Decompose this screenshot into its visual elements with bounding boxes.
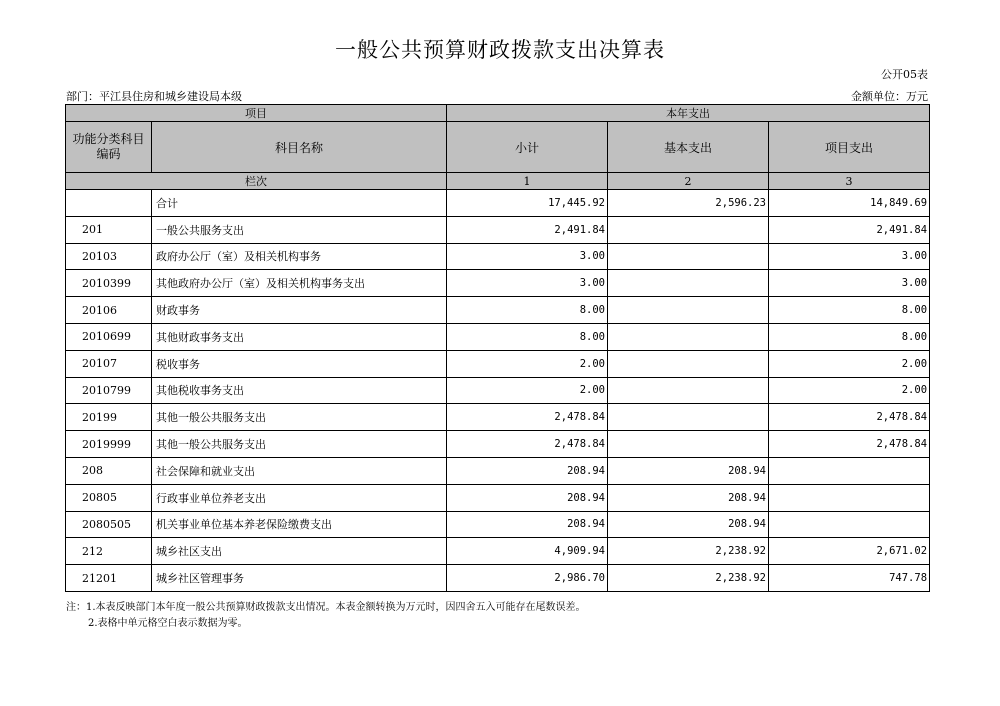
row-basic [608,216,769,243]
row-code [66,190,152,217]
row-subtotal: 208.94 [447,457,608,484]
row-basic [608,297,769,324]
row-basic: 208.94 [608,484,769,511]
row-subtotal: 3.00 [447,270,608,297]
department-label: 部门：平江县住房和城乡建设局本级 [66,90,242,103]
table-row [66,511,930,538]
table-row [66,350,930,377]
row-project [769,484,930,511]
row-name: 一般公共服务支出 [152,216,447,243]
row-subtotal: 8.00 [447,323,608,350]
row-subtotal: 2.00 [447,350,608,377]
row-code: 20106 [66,297,152,324]
row-basic [608,350,769,377]
row-basic: 208.94 [608,511,769,538]
row-basic: 2,596.23 [608,190,769,217]
row-subtotal: 17,445.92 [447,190,608,217]
table-row [66,243,930,270]
row-subtotal: 8.00 [447,297,608,324]
row-project: 2,671.02 [769,538,930,565]
row-basic [608,431,769,458]
row-subtotal: 208.94 [447,511,608,538]
row-project: 2.00 [769,377,930,404]
row-project: 3.00 [769,243,930,270]
row-name: 城乡社区管理事务 [152,565,447,592]
row-code: 212 [66,538,152,565]
row-code: 21201 [66,565,152,592]
row-basic [608,243,769,270]
row-subtotal: 2,491.84 [447,216,608,243]
header-annual-expense: 本年支出 [447,105,930,122]
row-project: 14,849.69 [769,190,930,217]
row-basic [608,270,769,297]
table-row [66,538,930,565]
row-project [769,457,930,484]
row-subtotal: 2,478.84 [447,431,608,458]
row-name: 其他税收事务支出 [152,377,447,404]
table-row [66,404,930,431]
row-code: 20199 [66,404,152,431]
row-subtotal: 2.00 [447,377,608,404]
table-row [66,431,930,458]
row-subtotal: 3.00 [447,243,608,270]
header-subject-name: 科目名称 [152,122,447,173]
header-row-1 [66,105,930,122]
row-basic: 2,238.92 [608,565,769,592]
table-row [66,484,930,511]
header-row-3 [66,173,930,190]
row-code: 2010799 [66,377,152,404]
header-project: 项目 [66,105,447,122]
header-col-1: 1 [447,173,608,190]
row-name: 其他一般公共服务支出 [152,431,447,458]
form-code: 公开05表 [881,68,928,81]
table-row [66,457,930,484]
row-basic [608,404,769,431]
row-code: 208 [66,457,152,484]
header-row-label: 栏次 [66,173,447,190]
row-subtotal: 2,986.70 [447,565,608,592]
row-name: 财政事务 [152,297,447,324]
table-row [66,323,930,350]
table-row [66,270,930,297]
row-code: 20107 [66,350,152,377]
row-code: 2010699 [66,323,152,350]
row-name: 其他政府办公厅（室）及相关机构事务支出 [152,270,447,297]
header-basic: 基本支出 [608,122,769,173]
row-project: 8.00 [769,323,930,350]
row-basic [608,323,769,350]
table-row [66,565,930,592]
row-subtotal: 2,478.84 [447,404,608,431]
row-project [769,511,930,538]
note-1: 注：1.本表反映部门本年度一般公共预算财政拨款支出情况。本表金额转换为万元时，因四舍五入可能存在尾数误差。 [66,602,586,613]
expenditure-table [65,104,930,592]
row-name: 行政事业单位养老支出 [152,484,447,511]
row-project: 2.00 [769,350,930,377]
row-project: 2,491.84 [769,216,930,243]
table-row [66,190,930,217]
row-name: 其他一般公共服务支出 [152,404,447,431]
row-name: 合计 [152,190,447,217]
row-project: 2,478.84 [769,431,930,458]
row-basic [608,377,769,404]
header-row-2 [66,122,930,173]
row-name: 城乡社区支出 [152,538,447,565]
row-name: 机关事业单位基本养老保险缴费支出 [152,511,447,538]
table-row [66,377,930,404]
note-2: 2.表格中单元格空白表示数据为零。 [88,618,248,629]
row-code: 201 [66,216,152,243]
header-project-expense: 项目支出 [769,122,930,173]
page-title: 一般公共预算财政拨款支出决算表 [335,38,665,62]
row-basic: 208.94 [608,457,769,484]
row-name: 其他财政事务支出 [152,323,447,350]
row-subtotal: 208.94 [447,484,608,511]
row-code: 2010399 [66,270,152,297]
row-project: 8.00 [769,297,930,324]
row-basic: 2,238.92 [608,538,769,565]
header-func-code: 功能分类科目编码 [66,122,152,173]
header-col-2: 2 [608,173,769,190]
row-subtotal: 4,909.94 [447,538,608,565]
row-project: 3.00 [769,270,930,297]
row-project: 747.78 [769,565,930,592]
unit-label: 金额单位：万元 [851,90,928,103]
row-code: 20805 [66,484,152,511]
row-code: 2080505 [66,511,152,538]
header-col-3: 3 [769,173,930,190]
row-name: 社会保障和就业支出 [152,457,447,484]
row-code: 2019999 [66,431,152,458]
header-subtotal: 小计 [447,122,608,173]
row-code: 20103 [66,243,152,270]
table-row [66,216,930,243]
table-row [66,297,930,324]
row-name: 税收事务 [152,350,447,377]
row-name: 政府办公厅（室）及相关机构事务 [152,243,447,270]
row-project: 2,478.84 [769,404,930,431]
